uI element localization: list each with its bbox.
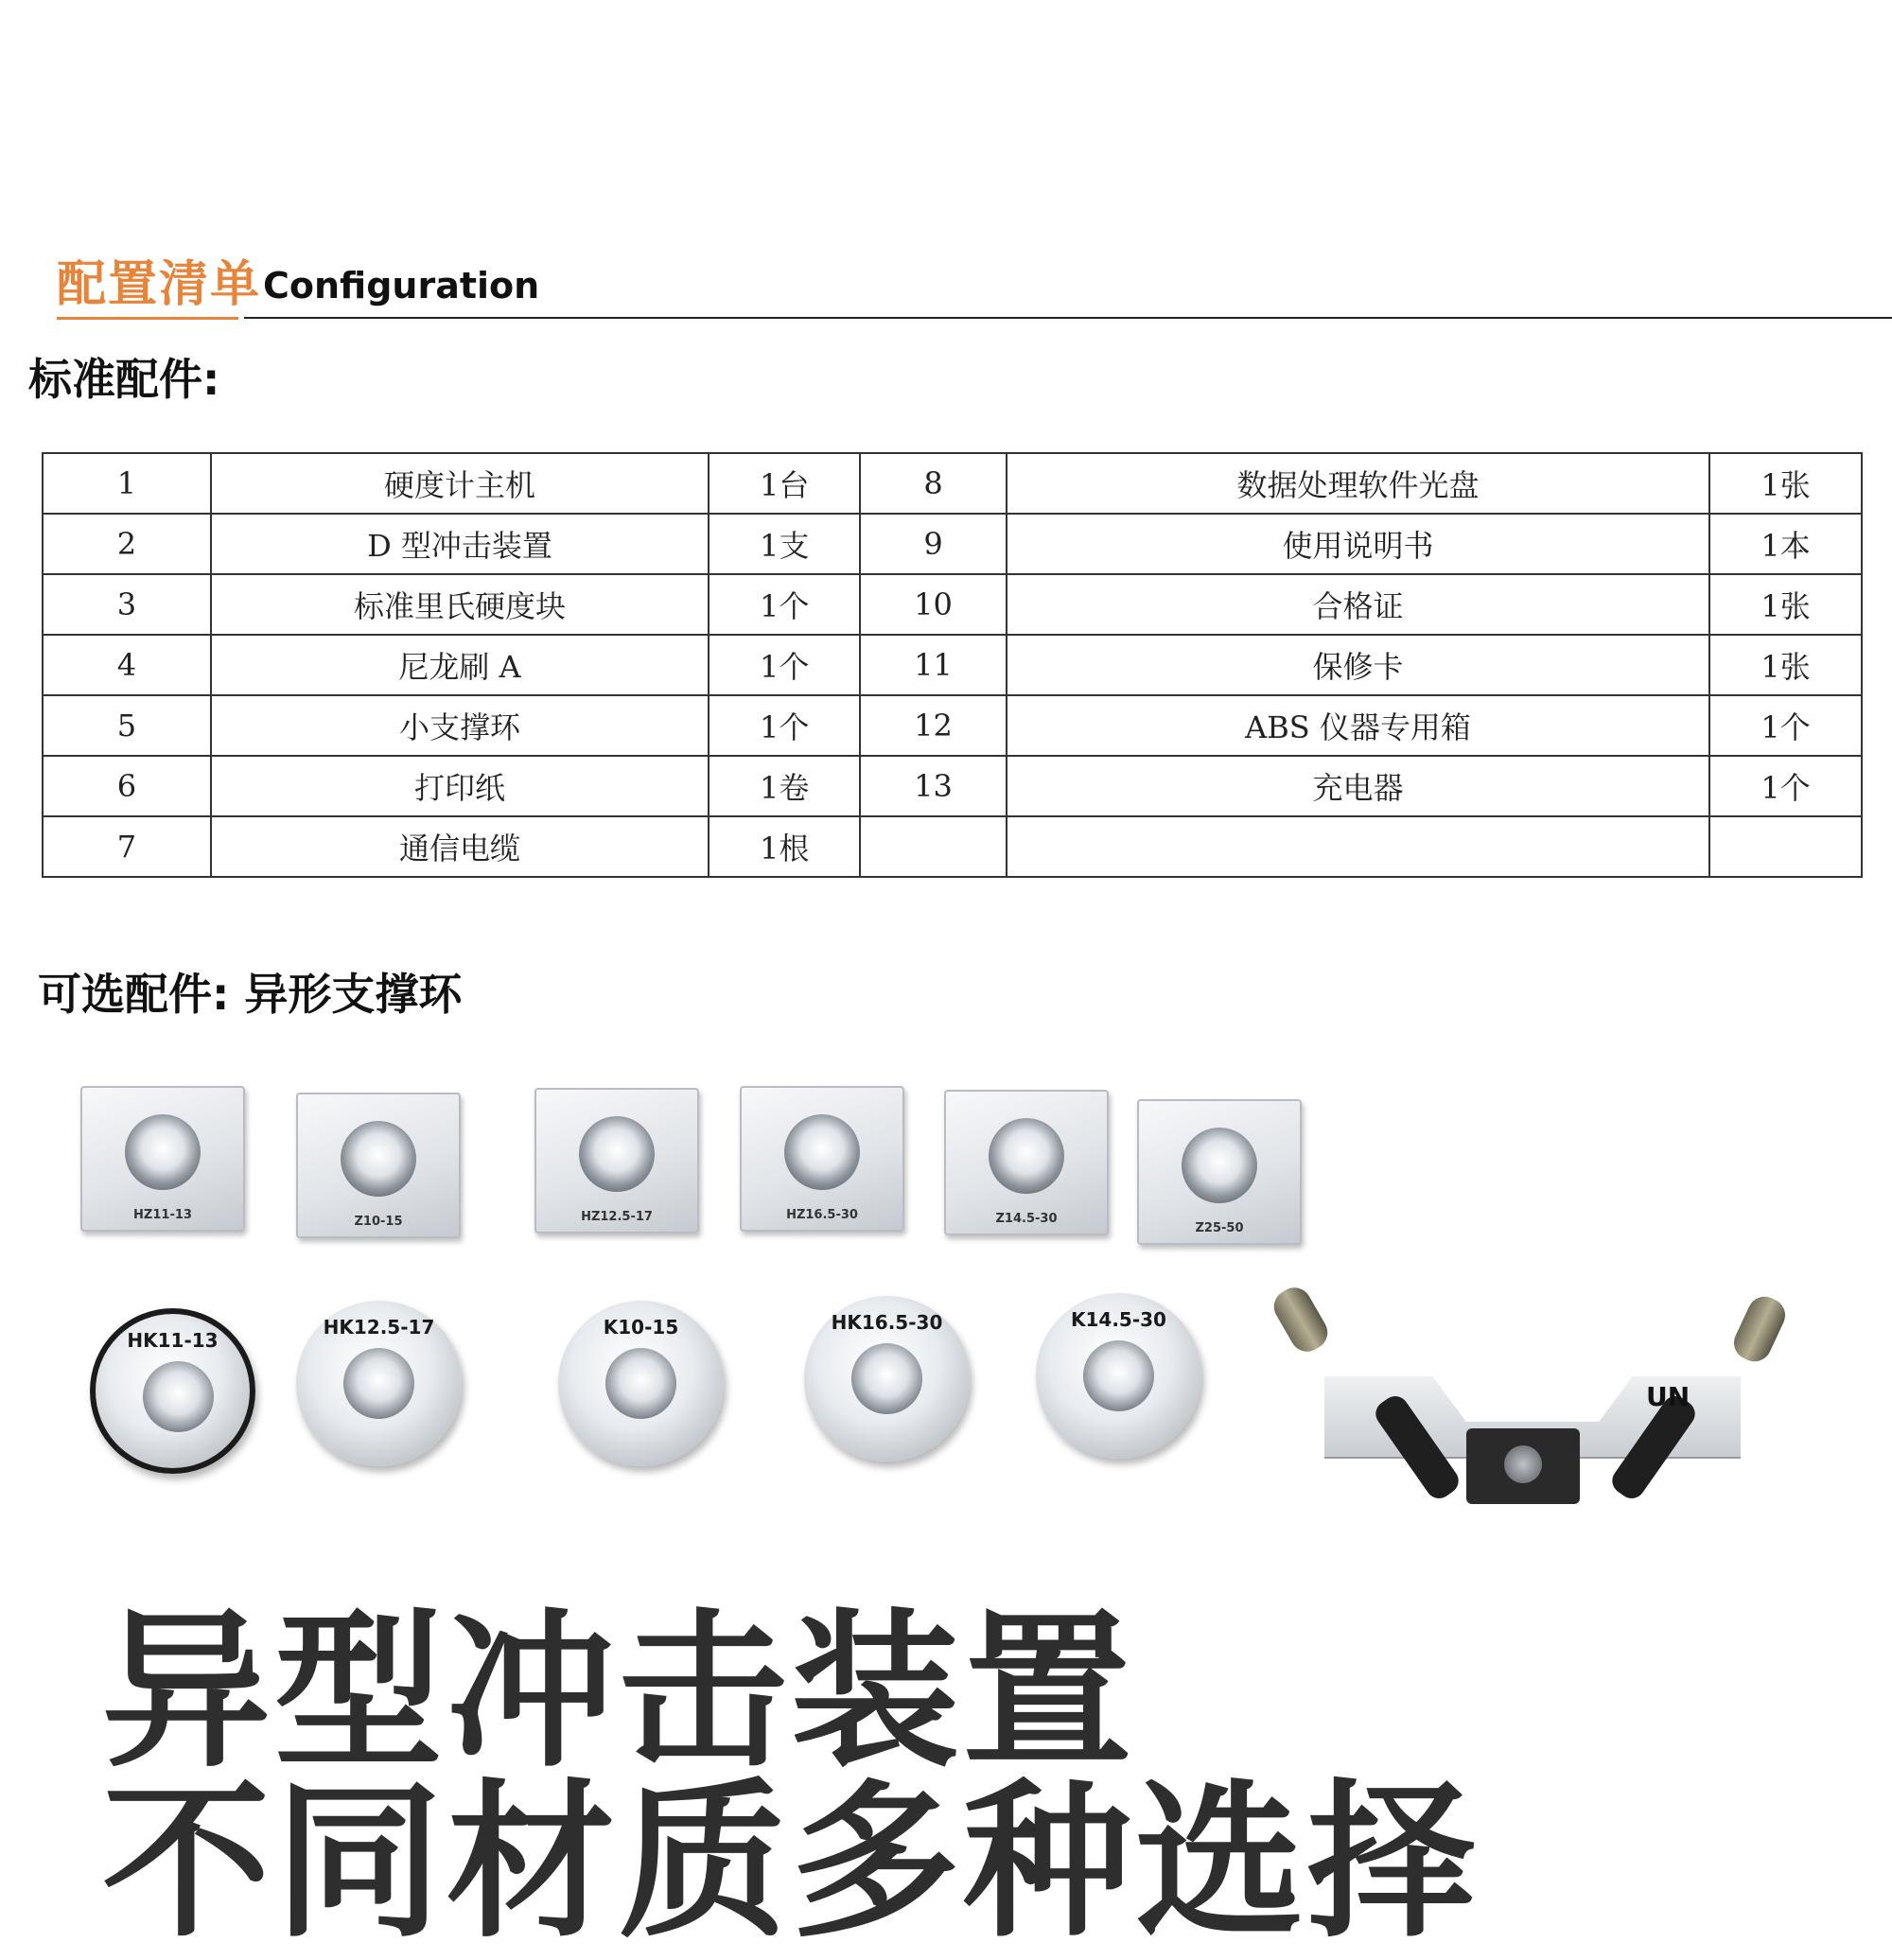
item-no: 7 [43,816,211,877]
square-support-ring [1137,1099,1302,1245]
part-label: HZ11-13 [133,1208,192,1222]
ring-hole [605,1348,676,1419]
title-rule [244,317,1892,319]
item-qty: 1卷 [709,756,860,816]
ring-hole [143,1361,214,1432]
ring-hole [343,1348,414,1419]
slogan-line-2: 不同材质多种选择 [102,1764,1480,1960]
item-name: ABS 仪器专用箱 [1007,695,1709,756]
item-name: 合格证 [1007,574,1709,635]
item-qty [1709,816,1862,877]
square-support-ring [944,1090,1109,1235]
part-label: Z14.5-30 [995,1212,1058,1226]
part-label: K10-15 [603,1316,679,1339]
table-row [43,635,1862,695]
ring-hole [784,1114,860,1190]
item-no: 4 [43,635,211,695]
item-no: 5 [43,695,211,756]
item-name: D 型冲击装置 [211,514,709,574]
part-label: HK11-13 [127,1329,219,1352]
optional-heading: 可选配件: 异形支撑环 [38,969,463,1020]
slogan-line-1: 异型冲击装置 [102,1594,1135,1790]
item-qty: 1台 [709,453,860,514]
part-label: Z10-15 [354,1215,403,1229]
item-name: 尼龙刷 A [211,635,709,695]
item-name: 打印纸 [211,756,709,816]
table-row [43,514,1862,574]
item-name: 小支撑环 [211,695,709,756]
part-label: Z25-50 [1195,1221,1244,1235]
item-name: 通信电缆 [211,816,709,877]
title-underline [57,317,238,320]
clamp-knob [1268,1282,1334,1358]
item-name [1007,816,1709,877]
item-no: 6 [43,756,211,816]
round-support-ring [90,1308,255,1474]
ring-hole [341,1121,416,1197]
square-support-ring [296,1093,461,1238]
config-table [42,452,1863,878]
item-no: 1 [43,453,211,514]
ring-hole [1182,1128,1257,1203]
table-row [43,574,1862,635]
part-label: HZ12.5-17 [581,1210,653,1224]
ring-hole [1083,1340,1154,1411]
item-qty: 1支 [709,514,860,574]
item-no: 2 [43,514,211,574]
square-support-ring [740,1086,904,1232]
item-qty: 1张 [1709,635,1862,695]
part-label: HZ16.5-30 [786,1208,858,1222]
item-qty: 1个 [709,635,860,695]
square-support-ring [534,1088,699,1234]
item-qty: 1个 [1709,695,1862,756]
item-qty: 1根 [709,816,860,877]
item-qty: 1本 [1709,514,1862,574]
table-row [43,695,1862,756]
round-support-ring [296,1301,462,1466]
item-no: 10 [860,574,1007,635]
item-no: 13 [860,756,1007,816]
item-no: 8 [860,453,1007,514]
table-row [43,453,1862,514]
part-label: UN [1646,1381,1691,1412]
support-rings-photo [66,1069,1769,1523]
title-cn: 配置清单 [57,256,262,313]
standard-heading: 标准配件: [28,354,220,405]
item-qty: 1张 [1709,453,1862,514]
item-name: 硬度计主机 [211,453,709,514]
round-support-ring [558,1301,724,1466]
table-row [43,816,1862,877]
item-name: 使用说明书 [1007,514,1709,574]
part-label: HK16.5-30 [831,1311,943,1334]
un-support-ring [1277,1286,1788,1523]
item-name: 标准里氏硬度块 [211,574,709,635]
round-support-ring [1036,1293,1201,1459]
ring-hole [851,1343,922,1414]
item-no: 3 [43,574,211,635]
part-label: K14.5-30 [1071,1308,1166,1331]
title-en: Configuration [263,265,540,306]
item-name: 保修卡 [1007,635,1709,695]
clamp-knob [1728,1291,1791,1367]
item-name: 数据处理软件光盘 [1007,453,1709,514]
item-qty: 1张 [1709,574,1862,635]
support-center [1466,1428,1580,1504]
item-qty: 1个 [1709,756,1862,816]
item-no [860,816,1007,877]
round-support-ring [804,1296,970,1461]
item-name: 充电器 [1007,756,1709,816]
item-no: 9 [860,514,1007,574]
ring-hole [989,1118,1064,1194]
item-qty: 1个 [709,695,860,756]
ring-hole [1504,1445,1542,1483]
part-label: HK12.5-17 [323,1316,435,1339]
table-row [43,756,1862,816]
ring-hole [579,1116,655,1192]
ring-hole [125,1114,201,1190]
item-no: 11 [860,635,1007,695]
item-no: 12 [860,695,1007,756]
square-support-ring [80,1086,245,1232]
item-qty: 1个 [709,574,860,635]
